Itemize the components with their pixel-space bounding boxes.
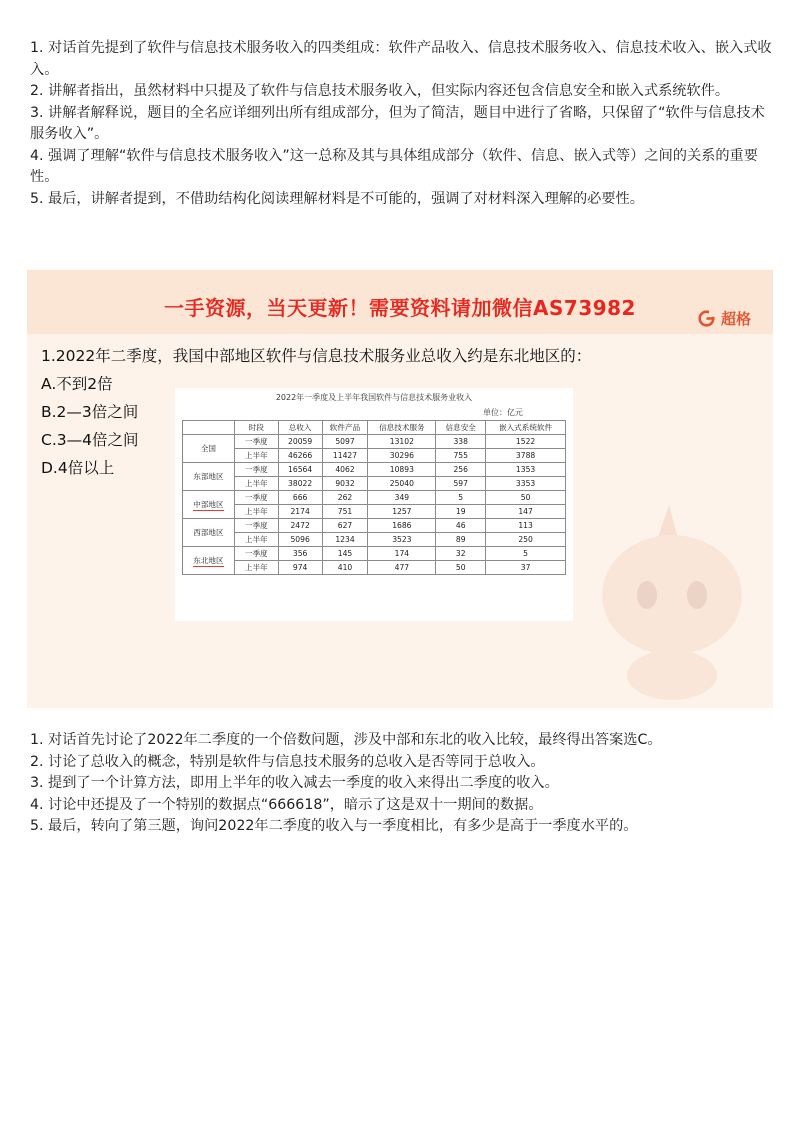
revenue-table bbox=[182, 420, 566, 575]
table-cell: 一季度 bbox=[234, 519, 278, 533]
table-cell: 30296 bbox=[368, 449, 436, 463]
table-cell: 一季度 bbox=[234, 463, 278, 477]
table-cell: 上半年 bbox=[234, 533, 278, 547]
table-cell: 一季度 bbox=[234, 491, 278, 505]
header-cell: 信息技术服务 bbox=[368, 421, 436, 435]
note-item: 1. 对话首先提到了软件与信息技术服务收入的四类组成：软件产品收入、信息技术服务收入、信息技术收入、嵌入式收入。 bbox=[30, 40, 772, 78]
note-item: 1. 对话首先讨论了2022年二季度的一个倍数问题，涉及中部和东北的收入比较，最终得出答案选C。 bbox=[30, 732, 662, 748]
table-cell: 上半年 bbox=[234, 561, 278, 575]
region-cell: 东部地区 bbox=[183, 463, 235, 491]
table-cell: 627 bbox=[322, 519, 368, 533]
table-cell: 25040 bbox=[368, 477, 436, 491]
table-row bbox=[183, 533, 566, 547]
table-cell: 262 bbox=[322, 491, 368, 505]
header-cell: 时段 bbox=[234, 421, 278, 435]
table-cell: 974 bbox=[278, 561, 322, 575]
table-header-row bbox=[183, 421, 566, 435]
table-unit: 单位：亿元 bbox=[483, 408, 523, 417]
table-cell: 上半年 bbox=[234, 449, 278, 463]
table-cell: 1686 bbox=[368, 519, 436, 533]
table-row bbox=[183, 561, 566, 575]
region-cell-highlighted bbox=[183, 491, 235, 519]
table-cell: 349 bbox=[368, 491, 436, 505]
option-b: B.2—3倍之间 bbox=[41, 403, 139, 421]
note-item: 4. 强调了理解“软件与信息技术服务收入”这一总称及其与具体组成部分（软件、信息、嵌入式等）之间的关系的重要性。 bbox=[30, 147, 758, 185]
brand-g-icon bbox=[698, 310, 715, 327]
table-cell: 3788 bbox=[486, 449, 566, 463]
header-cell: 信息安全 bbox=[436, 421, 486, 435]
table-cell: 147 bbox=[486, 505, 566, 519]
table-cell: 16564 bbox=[278, 463, 322, 477]
table-cell: 上半年 bbox=[234, 505, 278, 519]
table-cell: 3523 bbox=[368, 533, 436, 547]
table-cell: 上半年 bbox=[234, 477, 278, 491]
table-cell: 597 bbox=[436, 477, 486, 491]
data-table-image bbox=[175, 388, 573, 621]
table-row bbox=[183, 477, 566, 491]
lecture-slide-image bbox=[27, 270, 773, 708]
table-cell: 37 bbox=[486, 561, 566, 575]
note-item: 5. 最后，转向了第三题，询问2022年二季度的收入与一季度相比，有多少是高于一季度水平的。 bbox=[30, 818, 638, 834]
table-cell: 11427 bbox=[322, 449, 368, 463]
table-row bbox=[183, 519, 566, 533]
note-item: 3. 提到了一个计算方法，即用上半年的收入减去一季度的收入来得出二季度的收入。 bbox=[30, 775, 559, 791]
option-d: D.4倍以上 bbox=[41, 459, 115, 477]
table-cell: 174 bbox=[368, 547, 436, 561]
table-cell: 10893 bbox=[368, 463, 436, 477]
header-cell: 总收入 bbox=[278, 421, 322, 435]
table-cell: 755 bbox=[436, 449, 486, 463]
region-label-underlined: 中部地区 bbox=[193, 500, 224, 509]
table-cell: 250 bbox=[486, 533, 566, 547]
table-row bbox=[183, 463, 566, 477]
note-item: 4. 讨论中还提及了一个特别的数据点“666618”，暗示了这是双十一期间的数据。 bbox=[30, 796, 543, 813]
brand-logo bbox=[698, 308, 751, 329]
table-cell: 5 bbox=[486, 547, 566, 561]
region-cell: 西部地区 bbox=[183, 519, 235, 547]
table-cell: 145 bbox=[322, 547, 368, 561]
table-cell: 3353 bbox=[486, 477, 566, 491]
note-item: 2. 讨论了总收入的概念，特别是软件与信息技术服务的总收入是否等同于总收入。 bbox=[30, 753, 545, 770]
table-row bbox=[183, 491, 566, 505]
brand-name: 超格 bbox=[720, 310, 751, 328]
table-cell: 5 bbox=[436, 491, 486, 505]
answer-options bbox=[41, 370, 138, 482]
note-item: 2. 讲解者指出，虽然材料中只提及了软件与信息技术服务收入，但实际内容还包含信息安全和嵌入式系统软件。 bbox=[30, 83, 730, 99]
region-cell-highlighted bbox=[183, 547, 235, 575]
table-cell: 1257 bbox=[368, 505, 436, 519]
table-cell: 5096 bbox=[278, 533, 322, 547]
note-item: 5. 最后，讲解者提到，不借助结构化阅读理解材料是不可能的，强调了对材料深入理解的必要性。 bbox=[30, 190, 644, 207]
table-cell: 46 bbox=[436, 519, 486, 533]
header-cell: 软件产品 bbox=[322, 421, 368, 435]
region-cell: 全国 bbox=[183, 435, 235, 463]
table-cell: 2174 bbox=[278, 505, 322, 519]
table-row bbox=[183, 435, 566, 449]
table-cell: 13102 bbox=[368, 435, 436, 449]
table-cell: 666 bbox=[278, 491, 322, 505]
table-cell: 410 bbox=[322, 561, 368, 575]
table-cell: 50 bbox=[486, 491, 566, 505]
table-cell: 256 bbox=[436, 463, 486, 477]
unicorn-mascot-watermark bbox=[587, 500, 767, 700]
table-cell: 89 bbox=[436, 533, 486, 547]
table-cell: 4062 bbox=[322, 463, 368, 477]
table-cell: 19 bbox=[436, 505, 486, 519]
table-cell: 46266 bbox=[278, 449, 322, 463]
note-item: 3. 讲解者解释说，题目的全名应详细列出所有组成部分，但为了简洁，题目中进行了省略，只保留了“软件与信息技术服务收入”。 bbox=[30, 104, 765, 142]
table-row bbox=[183, 547, 566, 561]
banner-text: 一手资源，当天更新！需要资料请加微信AS73982 bbox=[164, 296, 636, 320]
table-cell: 113 bbox=[486, 519, 566, 533]
table-cell: 20059 bbox=[278, 435, 322, 449]
table-cell: 50 bbox=[436, 561, 486, 575]
table-cell: 32 bbox=[436, 547, 486, 561]
summary-notes-bottom bbox=[30, 730, 775, 838]
table-cell: 2472 bbox=[278, 519, 322, 533]
option-a: A.不到2倍 bbox=[41, 375, 113, 393]
slide-banner bbox=[27, 270, 773, 334]
table-cell: 38022 bbox=[278, 477, 322, 491]
option-c: C.3—4倍之间 bbox=[41, 431, 139, 449]
table-cell: 338 bbox=[436, 435, 486, 449]
table-cell: 9032 bbox=[322, 477, 368, 491]
table-corner-cell bbox=[183, 421, 235, 435]
table-row bbox=[183, 505, 566, 519]
table-cell: 1522 bbox=[486, 435, 566, 449]
question-text: 1.2022年二季度，我国中部地区软件与信息技术服务业总收入约是东北地区的： bbox=[41, 347, 592, 365]
table-cell: 751 bbox=[322, 505, 368, 519]
table-cell: 1234 bbox=[322, 533, 368, 547]
table-title: 2022年一季度及上半年我国软件与信息技术服务业收入 bbox=[275, 393, 473, 402]
table-cell: 356 bbox=[278, 547, 322, 561]
table-cell: 一季度 bbox=[234, 435, 278, 449]
table-cell: 5097 bbox=[322, 435, 368, 449]
table-cell: 1353 bbox=[486, 463, 566, 477]
table-cell: 477 bbox=[368, 561, 436, 575]
region-label-underlined: 东北地区 bbox=[193, 556, 224, 565]
table-row bbox=[183, 449, 566, 463]
summary-notes-top bbox=[30, 38, 775, 210]
header-cell: 嵌入式系统软件 bbox=[486, 421, 566, 435]
table-cell: 一季度 bbox=[234, 547, 278, 561]
